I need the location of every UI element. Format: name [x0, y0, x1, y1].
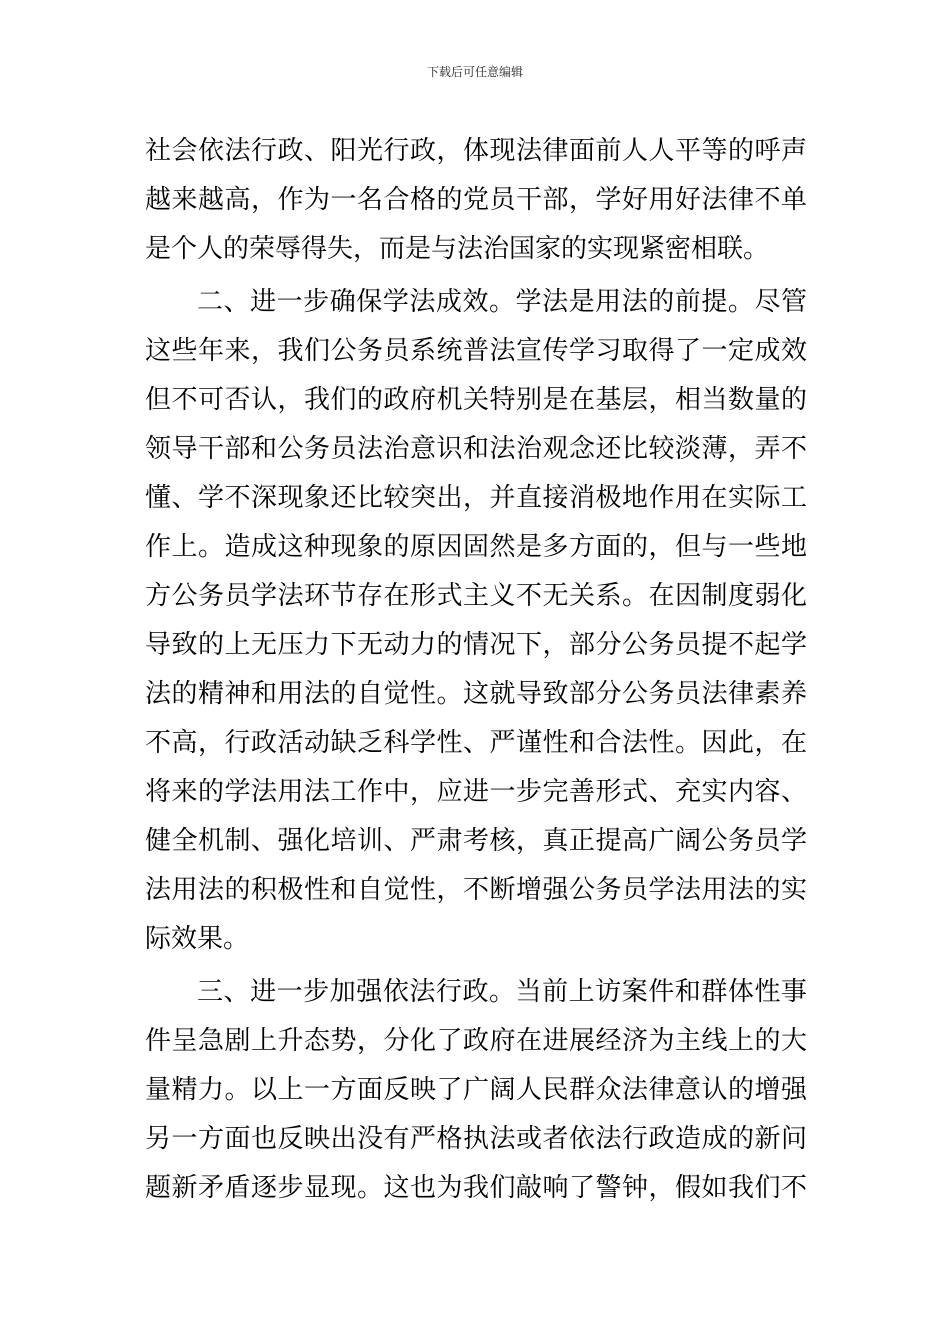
text-line: 件呈急剧上升态势，分化了政府在进展经济为主线上的大 [145, 1026, 807, 1056]
text-line: 这些年来，我们公务员系统普法宣传学习取得了一定成效 [145, 336, 807, 366]
text-line: 越来越高，作为一名合格的党员干部，学好用好法律不单 [145, 185, 807, 215]
text-line: 量精力。以上一方面反映了广阔人民群众法律意认的增强 [145, 1075, 807, 1105]
text-line: 法的精神和用法的自觉性。这就导致部分公务员法律素养 [145, 679, 807, 709]
text-line: 社会依法行政、阳光行政，体现法律面前人人平等的呼声 [145, 136, 807, 166]
text-line: 三、进一步加强依法行政。当前上访案件和群体性事 [197, 977, 807, 1007]
paragraph-3 [145, 968, 807, 1213]
paragraph-2 [145, 278, 807, 964]
document-body [145, 127, 807, 1213]
text-line: 但不可否认，我们的政府机关特别是在基层，相当数量的 [145, 385, 807, 415]
text-line: 方公务员学法环节存在形式主义不无关系。在因制度弱化 [145, 581, 807, 611]
text-line: 题新矛盾逐步显现。这也为我们敲响了警钟，假如我们不 [145, 1173, 807, 1203]
text-line: 法用法的积极性和自觉性，不断增强公务员学法用法的实 [145, 875, 807, 905]
text-line: 懂、学不深现象还比较突出，并直接消极地作用在实际工 [145, 483, 807, 513]
text-line: 不高，行政活动缺乏科学性、严谨性和合法性。因此，在 [145, 728, 807, 758]
text-line: 将来的学法用法工作中，应进一步完善形式、充实内容、 [145, 777, 807, 807]
text-line: 导致的上无压力下无动力的情况下，部分公务员提不起学 [145, 630, 807, 660]
text-line: 作上。造成这种现象的原因固然是多方面的，但与一些地 [145, 532, 807, 562]
paragraph-1 [145, 127, 807, 274]
text-line: 健全机制、强化培训、严肃考核，真正提高广阔公务员学 [145, 826, 807, 856]
text-line: 是个人的荣辱得失，而是与法治国家的实现紧密相联。 [145, 234, 770, 264]
text-line: 二、进一步确保学法成效。学法是用法的前提。尽管 [197, 287, 807, 317]
page-header: 下载后可任意编辑 [426, 65, 523, 79]
text-line: 际效果。 [145, 924, 250, 954]
text-line: 另一方面也反映出没有严格执法或者依法行政造成的新问 [145, 1124, 807, 1154]
text-line: 领导干部和公务员法治意识和法治观念还比较淡薄，弄不 [145, 434, 807, 464]
